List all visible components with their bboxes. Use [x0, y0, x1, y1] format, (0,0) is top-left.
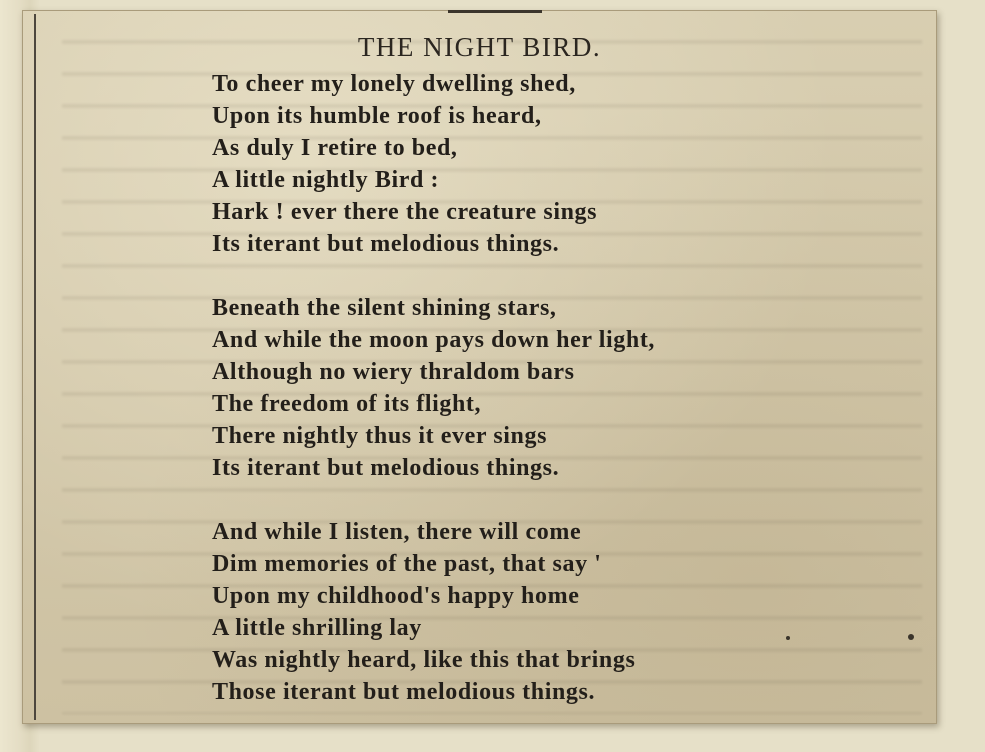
poem-line: Was nightly heard, like this that brings	[212, 647, 636, 673]
poem-line: Hark ! ever there the creature sings	[212, 199, 598, 225]
poem-line: As duly I retire to bed,	[212, 135, 458, 161]
poem-line: And while I listen, there will come	[212, 519, 582, 545]
poem-line: Those iterant but melodious things.	[212, 679, 596, 705]
poem-line: A little nightly Bird :	[212, 167, 440, 193]
poem-line: Its iterant but melodious things.	[212, 455, 560, 481]
poem-line: Although no wiery thraldom bars	[212, 359, 575, 385]
poem-line: Its iterant but melodious things.	[212, 231, 560, 257]
poem-title: THE NIGHT BIRD.	[357, 32, 602, 62]
stanza-2	[212, 292, 832, 484]
poem-body	[212, 68, 832, 724]
header-rule-fragment	[448, 10, 542, 13]
poem-line: Dim memories of the past, that say '	[212, 551, 602, 577]
poem-line: Upon its humble roof is heard,	[212, 103, 542, 129]
ink-speck	[786, 636, 790, 640]
poem-line: A little shrilling lay	[212, 615, 422, 641]
poem-line: There nightly thus it ever sings	[212, 423, 548, 449]
poem-line: The freedom of its flight,	[212, 391, 482, 417]
stanza-1	[212, 68, 832, 260]
poem-line: Upon my childhood's happy home	[212, 583, 580, 609]
ink-speck	[908, 634, 914, 640]
poem-line: To cheer my lonely dwelling shed,	[212, 71, 576, 97]
poem-line: Beneath the silent shining stars,	[212, 295, 557, 321]
stanza-3	[212, 516, 832, 708]
newspaper-clipping	[22, 10, 937, 724]
column-rule	[34, 14, 36, 720]
poem-line: And while the moon pays down her light,	[212, 327, 656, 353]
